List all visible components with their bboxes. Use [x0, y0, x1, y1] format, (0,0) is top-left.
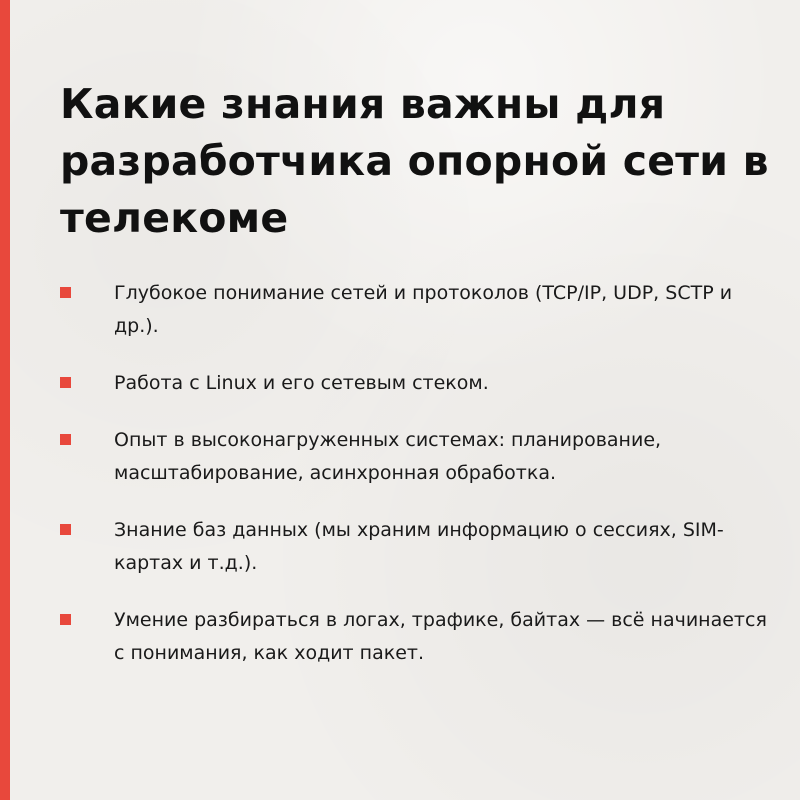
bullet-square-icon: [60, 287, 71, 298]
knowledge-list: [60, 277, 770, 670]
list-item: [60, 604, 770, 670]
page-title: Какие знания важны для разработчика опорной сети в телекоме: [60, 80, 769, 242]
bullet-square-icon: [60, 524, 71, 535]
list-item: [60, 424, 770, 490]
bullet-square-icon: [60, 377, 71, 388]
list-item-text: Глубокое понимание сетей и протоколов (TCP/IP, UDP, SCTP и др.).: [114, 282, 733, 337]
bullet-square-icon: [60, 614, 71, 625]
list-item-text: Умение разбираться в логах, трафике, байтах — всё начинается с понимания, как ходит пакет.: [114, 609, 767, 664]
list-item: [60, 367, 770, 400]
list-item-text: Знание баз данных (мы храним информацию о сессиях, SIM-картах и т.д.).: [114, 519, 724, 574]
list-item: [60, 514, 770, 580]
list-item: [60, 277, 770, 343]
slide-content: [60, 76, 770, 694]
accent-bar: [0, 0, 10, 800]
bullet-square-icon: [60, 434, 71, 445]
list-item-text: Работа с Linux и его сетевым стеком.: [114, 372, 489, 394]
list-item-text: Опыт в высоконагруженных системах: планирование, масштабирование, асинхронная обработка.: [114, 429, 662, 484]
